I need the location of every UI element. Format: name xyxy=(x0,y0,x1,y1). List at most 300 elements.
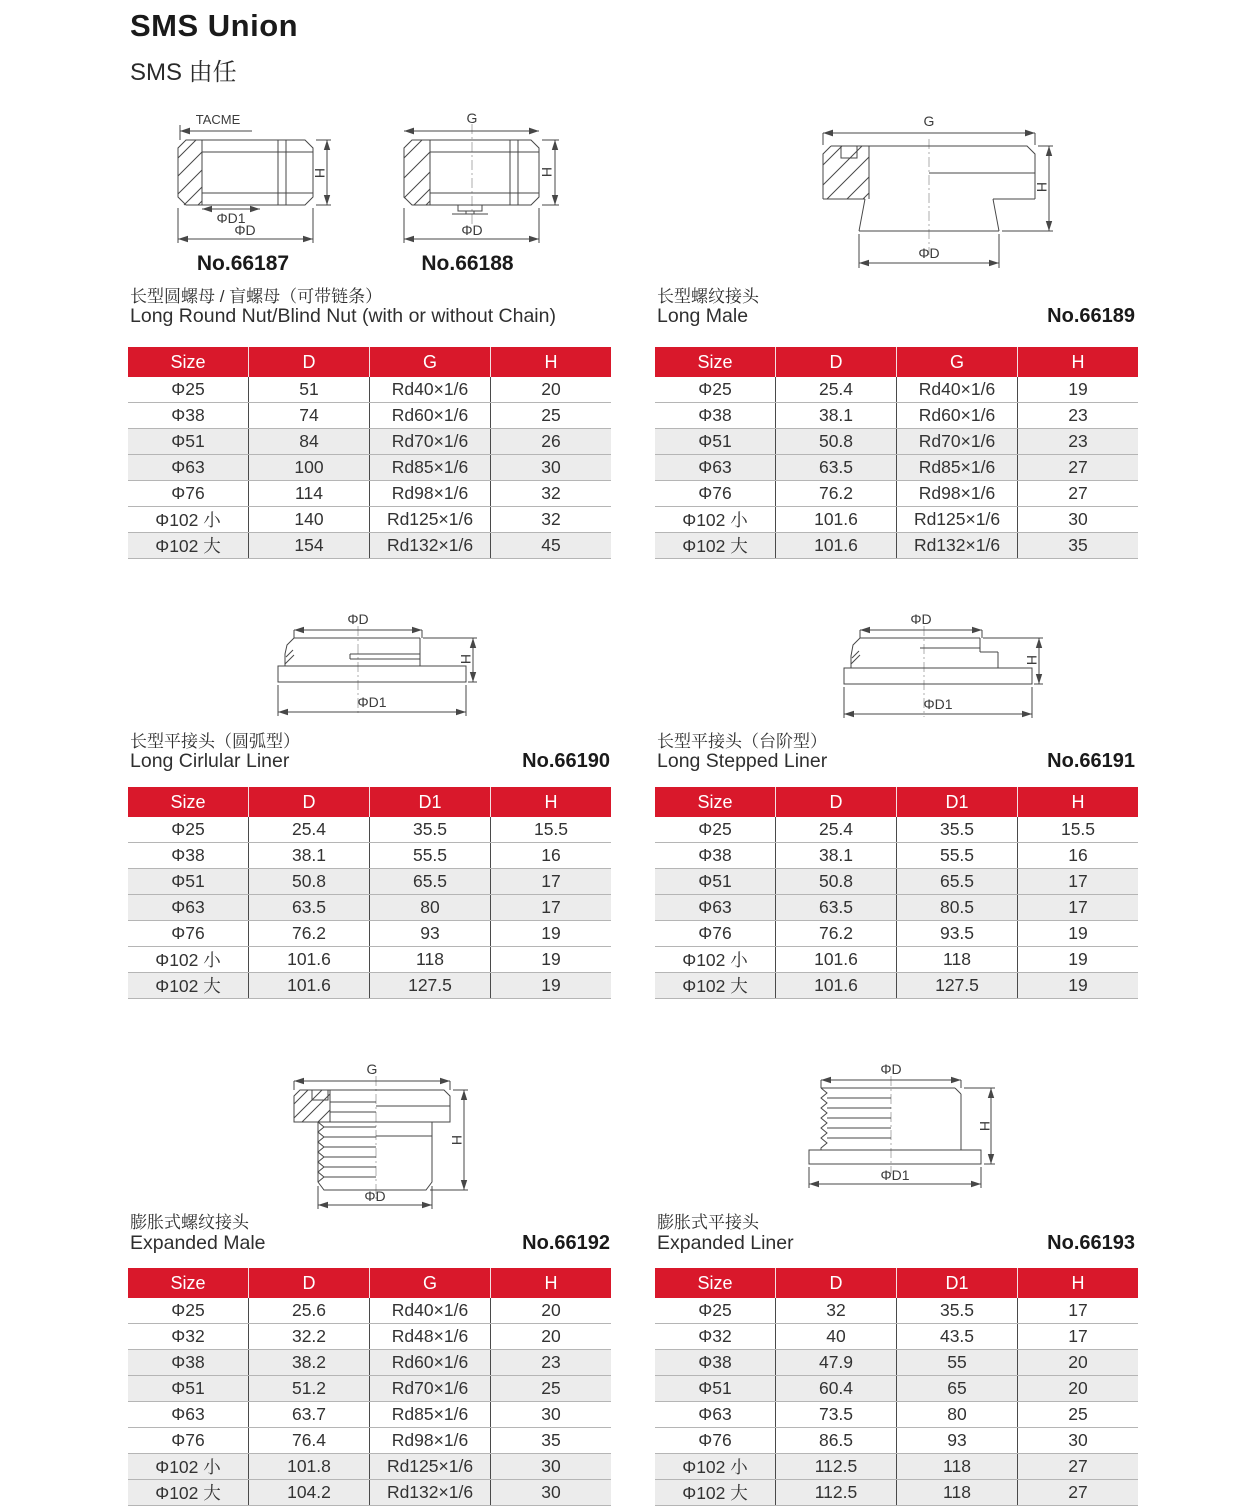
table-cell: Φ76 xyxy=(698,923,732,943)
technical-drawing-66188 xyxy=(388,110,563,255)
table-cell: 17 xyxy=(490,895,611,920)
column-header: Size xyxy=(697,1272,733,1293)
table-cell: 38.1 xyxy=(775,403,896,428)
table-cell: Rd85×1/6 xyxy=(369,1402,490,1427)
table-cell: Φ76 xyxy=(171,1430,205,1450)
table-cell: Φ51 xyxy=(171,431,205,451)
spec-table-66187 xyxy=(128,347,611,559)
column-header: G xyxy=(369,1268,490,1298)
table-cell: 23 xyxy=(1017,429,1138,454)
technical-drawing-66189 xyxy=(805,113,1060,288)
table-cell: Φ51 xyxy=(171,1378,205,1398)
table-cell: 23 xyxy=(1017,403,1138,428)
part-number: No.66193 xyxy=(1047,1232,1135,1254)
table-cell: Φ102 大 xyxy=(155,976,221,996)
table-row xyxy=(128,895,611,921)
table-cell: 50.8 xyxy=(248,869,369,894)
section-title-row xyxy=(657,750,1135,773)
section-title-en: Expanded Liner xyxy=(657,1232,794,1254)
column-header: Size xyxy=(697,791,733,812)
section-title-zh: 长型螺纹接头 xyxy=(657,287,759,306)
table-cell: Φ38 xyxy=(698,405,732,425)
dim-label-h: H xyxy=(1024,654,1040,666)
table-cell: Φ102 小 xyxy=(682,1457,748,1477)
section-title-row xyxy=(657,1232,1135,1255)
table-cell: 38.2 xyxy=(248,1350,369,1375)
table-cell: 30 xyxy=(1017,1428,1138,1453)
column-header: Size xyxy=(170,791,206,812)
table-cell: Φ32 xyxy=(698,1326,732,1346)
technical-drawing-66192 xyxy=(280,1062,475,1212)
dim-label-tacme: TACME xyxy=(195,112,241,127)
dim-label-phi-d: ΦD xyxy=(880,1062,902,1077)
table-cell: 65 xyxy=(896,1376,1017,1401)
table-cell: Rd125×1/6 xyxy=(896,507,1017,532)
table-cell: 101.6 xyxy=(775,947,896,972)
table-row xyxy=(655,533,1138,559)
table-cell: 27 xyxy=(1017,481,1138,506)
table-cell: 19 xyxy=(490,921,611,946)
table-row xyxy=(655,817,1138,843)
table-header-row xyxy=(128,347,611,377)
part-number: No.66192 xyxy=(522,1232,610,1254)
table-cell: Φ102 小 xyxy=(682,510,748,530)
dim-label-phi-d: ΦD xyxy=(918,245,940,261)
table-cell: 118 xyxy=(896,1480,1017,1505)
table-cell: Rd48×1/6 xyxy=(369,1324,490,1349)
dim-label-h: H xyxy=(312,167,328,179)
section-title-row xyxy=(130,750,610,773)
dim-label-phi-d: ΦD xyxy=(347,612,369,627)
table-row xyxy=(655,1480,1138,1506)
table-cell: 101.6 xyxy=(248,973,369,998)
dim-label-h: H xyxy=(449,1134,465,1146)
table-cell: 112.5 xyxy=(775,1454,896,1479)
table-cell: 140 xyxy=(248,507,369,532)
table-cell: 35 xyxy=(1017,533,1138,558)
column-header: H xyxy=(490,347,611,377)
dim-label-phi-d1: ΦD1 xyxy=(357,694,387,710)
table-cell: 20 xyxy=(1017,1376,1138,1401)
column-header: D1 xyxy=(369,787,490,817)
table-cell: Φ51 xyxy=(171,871,205,891)
table-cell: 76.2 xyxy=(775,481,896,506)
table-cell: 76.2 xyxy=(775,921,896,946)
table-row xyxy=(128,377,611,403)
table-cell: Φ102 大 xyxy=(155,1483,221,1503)
table-cell: Φ32 xyxy=(171,1326,205,1346)
table-cell: Rd85×1/6 xyxy=(369,455,490,480)
table-cell: 35.5 xyxy=(369,817,490,842)
table-cell: Φ51 xyxy=(698,1378,732,1398)
table-cell: 63.5 xyxy=(248,895,369,920)
table-row xyxy=(655,895,1138,921)
spec-table-66189 xyxy=(655,347,1138,559)
table-cell: Φ38 xyxy=(698,1352,732,1372)
table-cell: Φ102 小 xyxy=(682,950,748,970)
table-cell: 32.2 xyxy=(248,1324,369,1349)
column-header: D1 xyxy=(896,787,1017,817)
table-cell: 73.5 xyxy=(775,1402,896,1427)
table-cell: 65.5 xyxy=(369,869,490,894)
table-cell: 45 xyxy=(490,533,611,558)
table-cell: Φ38 xyxy=(698,845,732,865)
dim-label-g: G xyxy=(923,113,935,129)
table-cell: Φ63 xyxy=(171,897,205,917)
section-title-row xyxy=(657,305,1135,328)
table-row xyxy=(655,507,1138,533)
table-cell: 19 xyxy=(1017,921,1138,946)
table-cell: 19 xyxy=(1017,947,1138,972)
table-cell: 26 xyxy=(490,429,611,454)
table-row xyxy=(655,429,1138,455)
table-cell: 114 xyxy=(248,481,369,506)
table-cell: Rd40×1/6 xyxy=(369,1298,490,1323)
column-header: D xyxy=(248,347,369,377)
table-row xyxy=(128,455,611,481)
table-cell: 51 xyxy=(248,377,369,402)
table-cell: Φ102 大 xyxy=(155,536,221,556)
table-cell: Φ76 xyxy=(171,483,205,503)
table-cell: 35 xyxy=(490,1428,611,1453)
table-row xyxy=(655,1428,1138,1454)
table-row xyxy=(128,1376,611,1402)
table-cell: 112.5 xyxy=(775,1480,896,1505)
table-cell: 25 xyxy=(490,403,611,428)
table-row xyxy=(128,1298,611,1324)
table-cell: Rd98×1/6 xyxy=(896,481,1017,506)
technical-drawing-66187 xyxy=(148,110,338,255)
part-number: No.66191 xyxy=(1047,750,1135,772)
table-cell: 47.9 xyxy=(775,1350,896,1375)
table-cell: Φ25 xyxy=(698,1300,732,1320)
table-cell: 20 xyxy=(490,1324,611,1349)
column-header: D xyxy=(775,1268,896,1298)
table-cell: 15.5 xyxy=(490,817,611,842)
table-cell: 80.5 xyxy=(896,895,1017,920)
table-cell: Φ25 xyxy=(171,379,205,399)
table-cell: Rd70×1/6 xyxy=(369,1376,490,1401)
table-cell: 76.4 xyxy=(248,1428,369,1453)
table-row xyxy=(128,429,611,455)
table-cell: Φ63 xyxy=(698,457,732,477)
table-cell: 50.8 xyxy=(775,429,896,454)
table-cell: 51.2 xyxy=(248,1376,369,1401)
table-cell: 101.6 xyxy=(775,507,896,532)
table-header-row xyxy=(128,1268,611,1298)
spec-table-66190 xyxy=(128,787,611,999)
column-header: Size xyxy=(697,351,733,372)
section-title-zh: 膨胀式平接头 xyxy=(657,1213,759,1232)
table-cell: 101.8 xyxy=(248,1454,369,1479)
table-cell: 30 xyxy=(490,1480,611,1505)
column-header: D1 xyxy=(896,1268,1017,1298)
section-title-zh: 长型平接头（圆弧型） xyxy=(130,732,300,751)
table-cell: Rd132×1/6 xyxy=(369,533,490,558)
dim-label-phi-d1: ΦD1 xyxy=(880,1167,910,1183)
dim-label-phi-d1: ΦD1 xyxy=(216,210,246,226)
table-cell: 55.5 xyxy=(896,843,1017,868)
table-cell: Φ76 xyxy=(698,483,732,503)
table-cell: 32 xyxy=(775,1298,896,1323)
technical-drawing-66190 xyxy=(270,612,485,732)
page-title: SMS Union xyxy=(130,8,299,43)
table-cell: 40 xyxy=(775,1324,896,1349)
table-cell: 25 xyxy=(490,1376,611,1401)
table-cell: 19 xyxy=(490,973,611,998)
table-row xyxy=(128,1428,611,1454)
table-cell: 32 xyxy=(490,481,611,506)
table-cell: 101.6 xyxy=(775,973,896,998)
table-header-row xyxy=(128,787,611,817)
table-row xyxy=(128,817,611,843)
table-cell: Φ25 xyxy=(171,1300,205,1320)
table-cell: 100 xyxy=(248,455,369,480)
table-row xyxy=(128,481,611,507)
table-cell: 32 xyxy=(490,507,611,532)
column-header: D xyxy=(775,787,896,817)
table-row xyxy=(128,973,611,999)
column-header: D xyxy=(775,347,896,377)
table-row xyxy=(128,507,611,533)
part-number: No.66190 xyxy=(522,750,610,772)
table-header-row xyxy=(655,347,1138,377)
table-cell: 19 xyxy=(490,947,611,972)
table-cell: 63.7 xyxy=(248,1402,369,1427)
table-row xyxy=(655,973,1138,999)
table-cell: 35.5 xyxy=(896,817,1017,842)
dim-label-phi-d: ΦD xyxy=(910,612,932,627)
section-title-en: Long Cirlular Liner xyxy=(130,750,290,772)
column-header: H xyxy=(490,787,611,817)
table-cell: 27 xyxy=(1017,1480,1138,1505)
table-cell: Φ102 小 xyxy=(155,1457,221,1477)
table-cell: 15.5 xyxy=(1017,817,1138,842)
table-cell: Φ102 小 xyxy=(155,510,221,530)
table-cell: 55 xyxy=(896,1350,1017,1375)
table-cell: Rd70×1/6 xyxy=(896,429,1017,454)
table-cell: 43.5 xyxy=(896,1324,1017,1349)
table-row xyxy=(655,1454,1138,1480)
table-cell: 27 xyxy=(1017,1454,1138,1479)
table-cell: 19 xyxy=(1017,377,1138,402)
table-cell: 93 xyxy=(896,1428,1017,1453)
section-title-en: Expanded Male xyxy=(130,1232,266,1254)
table-cell: 17 xyxy=(1017,895,1138,920)
table-cell: Φ25 xyxy=(698,379,732,399)
column-header: Size xyxy=(170,1272,206,1293)
spec-table-66191 xyxy=(655,787,1138,999)
table-cell: Φ51 xyxy=(698,871,732,891)
table-cell: Φ38 xyxy=(171,1352,205,1372)
table-cell: 38.1 xyxy=(248,843,369,868)
section-title-en: Long Round Nut/Blind Nut (with or without Chain) xyxy=(130,305,556,327)
table-cell: Φ102 大 xyxy=(682,536,748,556)
column-header: D xyxy=(248,787,369,817)
table-cell: 93.5 xyxy=(896,921,1017,946)
table-cell: 76.2 xyxy=(248,921,369,946)
table-row xyxy=(128,1402,611,1428)
page-subtitle: SMS 由任 xyxy=(130,59,237,86)
table-row xyxy=(128,1350,611,1376)
table-cell: 101.6 xyxy=(248,947,369,972)
table-row xyxy=(655,921,1138,947)
table-cell: 17 xyxy=(1017,1298,1138,1323)
table-row xyxy=(655,869,1138,895)
dim-label-g: G xyxy=(466,110,478,126)
table-cell: 86.5 xyxy=(775,1428,896,1453)
column-header: H xyxy=(1017,347,1138,377)
table-cell: Φ25 xyxy=(171,819,205,839)
table-cell: Rd98×1/6 xyxy=(369,1428,490,1453)
table-cell: 63.5 xyxy=(775,895,896,920)
column-header: H xyxy=(490,1268,611,1298)
dim-label-phi-d: ΦD xyxy=(461,222,483,238)
table-cell: 25.6 xyxy=(248,1298,369,1323)
spec-table-66193 xyxy=(655,1268,1138,1506)
table-cell: Rd125×1/6 xyxy=(369,1454,490,1479)
table-cell: 84 xyxy=(248,429,369,454)
table-cell: Φ38 xyxy=(171,405,205,425)
table-cell: Rd132×1/6 xyxy=(896,533,1017,558)
table-cell: Rd40×1/6 xyxy=(369,377,490,402)
dim-label-h: H xyxy=(1034,181,1050,193)
column-header: H xyxy=(1017,787,1138,817)
dim-label-h: H xyxy=(539,166,555,178)
table-row xyxy=(655,1324,1138,1350)
table-cell: Rd60×1/6 xyxy=(896,403,1017,428)
dim-label-h: H xyxy=(977,1120,993,1132)
technical-drawing-66193 xyxy=(803,1062,998,1202)
table-cell: Rd60×1/6 xyxy=(369,403,490,428)
table-cell: Rd132×1/6 xyxy=(369,1480,490,1505)
table-cell: Rd60×1/6 xyxy=(369,1350,490,1375)
table-cell: Φ76 xyxy=(171,923,205,943)
dim-label-phi-d: ΦD xyxy=(364,1188,386,1204)
table-cell: 80 xyxy=(369,895,490,920)
table-cell: 118 xyxy=(896,947,1017,972)
table-cell: Φ63 xyxy=(698,897,732,917)
table-cell: 27 xyxy=(1017,455,1138,480)
table-cell: 25 xyxy=(1017,1402,1138,1427)
table-cell: 74 xyxy=(248,403,369,428)
table-row xyxy=(128,533,611,559)
table-cell: 63.5 xyxy=(775,455,896,480)
table-cell: 20 xyxy=(1017,1350,1138,1375)
spec-table-66192 xyxy=(128,1268,611,1506)
table-cell: 17 xyxy=(1017,869,1138,894)
table-row xyxy=(655,403,1138,429)
column-header: Size xyxy=(170,351,206,372)
table-cell: 19 xyxy=(1017,973,1138,998)
table-cell: Rd125×1/6 xyxy=(369,507,490,532)
table-row xyxy=(655,1376,1138,1402)
column-header: H xyxy=(1017,1268,1138,1298)
table-cell: Φ76 xyxy=(698,1430,732,1450)
table-row xyxy=(655,843,1138,869)
table-cell: 55.5 xyxy=(369,843,490,868)
dim-label-phi-d1: ΦD1 xyxy=(923,696,953,712)
section-title-en: Long Stepped Liner xyxy=(657,750,828,772)
dim-label-g: G xyxy=(366,1062,378,1077)
section-title-zh: 长型平接头（台阶型） xyxy=(657,732,827,751)
table-cell: Rd70×1/6 xyxy=(369,429,490,454)
column-header: G xyxy=(896,347,1017,377)
table-row xyxy=(655,1350,1138,1376)
table-row xyxy=(655,1298,1138,1324)
table-row xyxy=(128,869,611,895)
dim-label-h: H xyxy=(458,653,474,665)
table-row xyxy=(128,403,611,429)
table-row xyxy=(128,1480,611,1506)
table-cell: 16 xyxy=(490,843,611,868)
table-cell: Φ51 xyxy=(698,431,732,451)
table-cell: Φ102 大 xyxy=(682,1483,748,1503)
table-cell: 20 xyxy=(490,1298,611,1323)
part-number-66188: No.66188 xyxy=(421,252,514,275)
column-header: G xyxy=(369,347,490,377)
table-cell: Φ102 小 xyxy=(155,950,221,970)
table-cell: 25.4 xyxy=(248,817,369,842)
table-cell: 30 xyxy=(490,1454,611,1479)
table-cell: 38.1 xyxy=(775,843,896,868)
table-cell: 30 xyxy=(1017,507,1138,532)
table-cell: 30 xyxy=(490,1402,611,1427)
table-cell: Rd98×1/6 xyxy=(369,481,490,506)
table-header-row xyxy=(655,787,1138,817)
table-row xyxy=(128,1324,611,1350)
part-number-66187: No.66187 xyxy=(196,252,290,275)
table-cell: 101.6 xyxy=(775,533,896,558)
table-cell: Rd40×1/6 xyxy=(896,377,1017,402)
table-cell: 17 xyxy=(490,869,611,894)
table-cell: 154 xyxy=(248,533,369,558)
table-cell: 50.8 xyxy=(775,869,896,894)
table-cell: 104.2 xyxy=(248,1480,369,1505)
table-cell: 118 xyxy=(896,1454,1017,1479)
table-cell: Rd85×1/6 xyxy=(896,455,1017,480)
table-cell: Φ38 xyxy=(171,845,205,865)
part-number: No.66189 xyxy=(1047,305,1135,327)
table-row xyxy=(128,921,611,947)
table-cell: 93 xyxy=(369,921,490,946)
column-header: D xyxy=(248,1268,369,1298)
section-title-row xyxy=(130,1232,610,1255)
table-row xyxy=(655,455,1138,481)
table-cell: 20 xyxy=(490,377,611,402)
table-cell: Φ63 xyxy=(171,457,205,477)
table-cell: 25.4 xyxy=(775,817,896,842)
table-row xyxy=(655,947,1138,973)
table-cell: 30 xyxy=(490,455,611,480)
table-row xyxy=(128,1454,611,1480)
table-cell: Φ25 xyxy=(698,819,732,839)
table-cell: 35.5 xyxy=(896,1298,1017,1323)
table-cell: 16 xyxy=(1017,843,1138,868)
table-cell: 23 xyxy=(490,1350,611,1375)
table-row xyxy=(128,843,611,869)
table-cell: 118 xyxy=(369,947,490,972)
table-cell: 60.4 xyxy=(775,1376,896,1401)
table-cell: 127.5 xyxy=(369,973,490,998)
table-cell: Φ63 xyxy=(698,1404,732,1424)
table-cell: 25.4 xyxy=(775,377,896,402)
table-cell: 17 xyxy=(1017,1324,1138,1349)
table-header-row xyxy=(655,1268,1138,1298)
section-title-zh: 膨胀式螺纹接头 xyxy=(130,1213,249,1232)
table-cell: Φ102 大 xyxy=(682,976,748,996)
table-row xyxy=(655,481,1138,507)
